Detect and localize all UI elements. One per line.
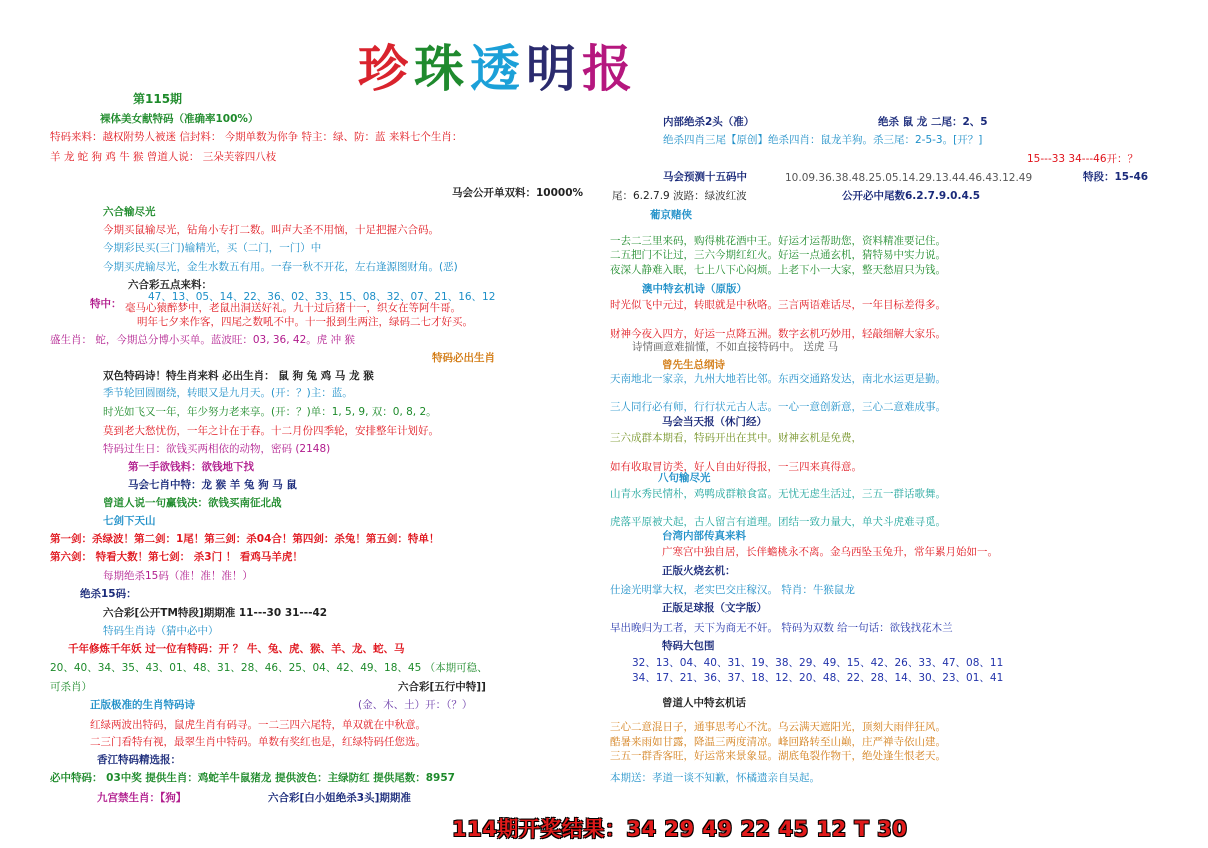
text-line: 今期买鼠输尽光，钻角小专打二数。叫声大圣不用恼，十足把握六合码。 — [103, 224, 439, 236]
text-line: 六合输尽光 — [103, 206, 156, 218]
text-line: 九宫禁生肖：【狗】 — [97, 792, 187, 804]
text-line: 曾先生总纲诗 — [662, 359, 725, 371]
text-line: 六合彩[白小姐绝杀3头]期期准 — [268, 792, 411, 804]
text-line: 二五把门不让过，三六今期红红火。好运一点通玄机，猜特易中实力说。 — [610, 249, 946, 261]
text-line: (金、木、土）开：（？） — [358, 699, 473, 711]
text-line: 三心二意混日子，通事思考心不沈。乌云满天遮阳光，顶刻大雨伴狂风。 — [610, 721, 946, 733]
text-line: 特码必出生肖 — [432, 352, 495, 364]
text-line: 六合彩五点来料： — [128, 279, 212, 291]
text-line: 仕途光明掌大权，老实巴交庄稼汉。 特肖：牛猴鼠龙 — [610, 584, 855, 596]
text-line: 季节轮回圆圈绕，转眼又是九月天。(开：？)主：蓝。 — [103, 387, 353, 399]
text-line: 20、40、34、35、43、01、48、31、28、46、25、04、42、49、18、45 （本期可稳、 — [50, 662, 488, 674]
text-line: 如有收取冒访类，好人自由好得报，一三四来真得意。 — [610, 461, 862, 473]
text-line: 红绿两波出特码，鼠虎生肖有码寻。一二三四六尾特，单双就在中秋意。 — [90, 719, 426, 731]
text-line: 特中： — [90, 298, 122, 310]
text-line: 双色特码诗！特生肖来料 必出生肖： 鼠 狗 兔 鸡 马 龙 猴 — [103, 370, 374, 382]
text-line: 今期买虎输尽光，金生水数五有用。一春一秋不开花，左右逢源图财角。(恶) — [103, 261, 458, 273]
text-line: 三六成群本期看，特码开出在其中。财神玄机是免费， — [610, 432, 862, 444]
text-line: 特码生肖诗（猜中必中） — [103, 625, 219, 637]
text-line: 三五一群香客旺，好运常来景象显。湖底龟裂作物干，绝处逢生恨老天。 — [610, 750, 946, 762]
text-line: 七剑下天山 — [103, 515, 156, 527]
text-line: 财神今夜入四方，好运一点降五洲。数字玄机巧妙用，轻敲细解大家乐。 — [610, 328, 946, 340]
text-line: 特码过生日：欲钱买两相依的动物，密码 (2148) — [103, 443, 331, 455]
text-line: 正版足球报（文字版） — [662, 602, 767, 614]
text-line: 曾道人说一句赢钱决：欲钱买南征北战 — [103, 497, 282, 509]
title-char: 报 — [582, 39, 638, 98]
text-line: 32、13、04、40、31、19、38、29、49、15、42、26、33、47、08、11 — [632, 657, 1004, 669]
text-line: 今期彩民买(三门)输精光，买（二门，一门）中 — [103, 242, 322, 254]
text-line: 盛生肖： 蛇，今期总分博小买单。蓝波旺：03, 36, 42。虎 冲 猴 — [50, 334, 355, 346]
text-line: 澳中特玄机诗（原版） — [642, 283, 747, 295]
text-line: 马会当天报（休门经） — [662, 416, 767, 428]
draw-result: 114期开奖结果：34 29 49 22 45 12 T 30 — [452, 817, 908, 841]
text-line: 曾道人中特玄机话 — [662, 697, 746, 709]
text-line: 诗情画意难揣懂，不如直接特码中。 送虎 马 — [632, 341, 839, 353]
text-line: 天南地北一家亲，九州大地若比邻。东西交通路发达，南北水运更是勤。 — [610, 373, 946, 385]
text-line: 三人同行必有师，行行状元古人志。一心一意创新意，三心二意难成事。 — [610, 401, 946, 413]
text-line: 时光似飞中元过，转眼就是中秋咯。三言两语难话尽，一年目标差得多。 — [610, 299, 946, 311]
text-line: 47、13、05、14、22、36、02、33、15、08、32、07、21、16、12 — [148, 291, 496, 303]
text-line: 特码来料：越权附势人被迷 信封料： 今期单数为你争 特主：绿、防：蓝 来料七个生肖： — [50, 131, 463, 143]
text-line: 必中特码： 03中奖 提供生肖：鸡蛇羊牛鼠猪龙 提供波色：主绿防红 提供尾数：8957 — [50, 772, 455, 784]
text-line: 酷暑来雨如甘露，降温三两度清凉。峰回路转至山巅，庄严禅寺依山建。 — [610, 736, 946, 748]
text-line: 早出晚归为工者，天下为商无不奸。 特码为双数 给一句话：欲钱找花木兰 — [610, 622, 953, 634]
text-line: 六合彩[公开TM特段]期期准 11---30 31---42 — [103, 607, 328, 619]
text-line: 马会公开单双料：10000% — [452, 187, 584, 199]
title-char: 珍 — [358, 39, 414, 98]
text-line: 时光如飞又一年，年少努力老来享。(开：？)单：1, 5, 9, 双：0, 8, 2。 — [103, 406, 437, 418]
text-line: 特码大包围 — [662, 640, 715, 652]
title-char: 明 — [526, 39, 582, 98]
text-line: 可杀肖） — [50, 681, 92, 693]
text-line: 每期绝杀15码（准！准！准！） — [103, 570, 253, 582]
text-line: 绝杀 鼠 龙 二尾：2、5 — [878, 116, 988, 128]
text-line: 正版极准的生肖特码诗 — [90, 699, 195, 711]
text-line: 一去二三里来码，购得桃花酒中王。好运才运帮助您，资料精准要记住。 — [610, 235, 946, 247]
text-line: 正版火烧玄机： — [662, 565, 736, 577]
text-line: 绝杀15码： — [80, 588, 137, 600]
page-title — [358, 38, 638, 101]
text-line: 明年七夕来作客，四尾之数吼不中。十一报到生两注，绿码二七才好买。 — [137, 316, 473, 328]
text-line: 山青水秀民情朴，鸡鸭成群粮食富。无忧无虑生活过，三五一群话歌舞。 — [610, 488, 946, 500]
text-line: 裸体美女献特码（准确率100%） — [100, 113, 259, 125]
text-line: 葡京赌侠 — [650, 209, 692, 221]
text-line: 夜深人静难入眠，七上八下心闷烦。上老下小一大家，整天愁眉只为钱。 — [610, 264, 946, 276]
text-line: 马会七肖中特：龙 猴 羊 兔 狗 马 鼠 — [128, 479, 297, 491]
text-line: 虎落平原被犬起，古人留言有道理。团结一致力量大，单犬斗虎难寻觅。 — [610, 516, 946, 528]
text-line: 34、17、21、36、37、18、12、20、48、22、28、14、30、23、01、41 — [632, 672, 1004, 684]
text-line: 公开必中尾数6.2.7.9.0.4.5 — [842, 190, 981, 202]
text-line: 毫马心猿醉梦中，老鼠出洞送好礼。九十过后猪十一，织女在等阿牛哥。 — [125, 302, 461, 314]
text-line: 莫到老大愁忧伤，一年之计在于春。十二月份四季轮，安排整年计划好。 — [103, 425, 439, 437]
text-line: 千年修炼千年妖 过一位有特码：开 ？ 牛、兔、虎、猴、羊、龙、蛇、马 — [68, 643, 405, 655]
text-line: 绝杀四肖三尾【原创】绝杀四肖：鼠龙羊狗。杀三尾：2-5-3。[开？] — [663, 134, 983, 146]
text-line: 15---33 34---46开：？ — [1027, 153, 1139, 165]
text-line: 二三门看特有视，最翠生肖中特码。单数有奖红也是，红绿特码任您选。 — [90, 736, 426, 748]
text-line: 广寒宫中独自居，长伴蟾桃永不离。金乌西坠玉兔升，常年累月始如一。 — [662, 546, 998, 558]
text-line: 香江特码精选报： — [97, 754, 181, 766]
text-line: 第一手欲钱料：欲钱地下找 — [128, 461, 254, 473]
text-line: 八句输尽光 — [658, 472, 711, 484]
issue-number: 第115期 — [133, 92, 183, 106]
text-line: 尾：6.2.7.9 波路：绿波红波 — [612, 190, 747, 202]
text-line: 内部绝杀2头（准） — [663, 116, 755, 128]
text-line: 第一剑：杀绿波！第二剑：1尾！第三剑：杀04合！第四剑：杀兔！第五剑：特单！ — [50, 533, 440, 545]
text-line: 六合彩[五行中特]] — [398, 681, 486, 693]
text-line: 第六剑： 特看大数！第七剑： 杀3门 ！ 看鸡马羊虎！ — [50, 551, 303, 563]
text-line: 羊 龙 蛇 狗 鸡 牛 猴 曾道人说： 三朵芙蓉四八枝 — [50, 151, 277, 163]
text-line: 台湾内部传真来料 — [662, 530, 746, 542]
title-char: 透 — [470, 39, 526, 98]
text-line: 本期送：孝道一谈不知歉，怀橘遗亲自吴起。 — [610, 772, 820, 784]
title-char: 珠 — [414, 39, 470, 98]
text-line: 马会预测十五码中 — [663, 171, 747, 183]
text-line: 10.09.36.38.48.25.05.14.29.13.44.46.43.12.49 — [785, 172, 1033, 184]
text-line: 特段：15-46 — [1083, 171, 1149, 183]
